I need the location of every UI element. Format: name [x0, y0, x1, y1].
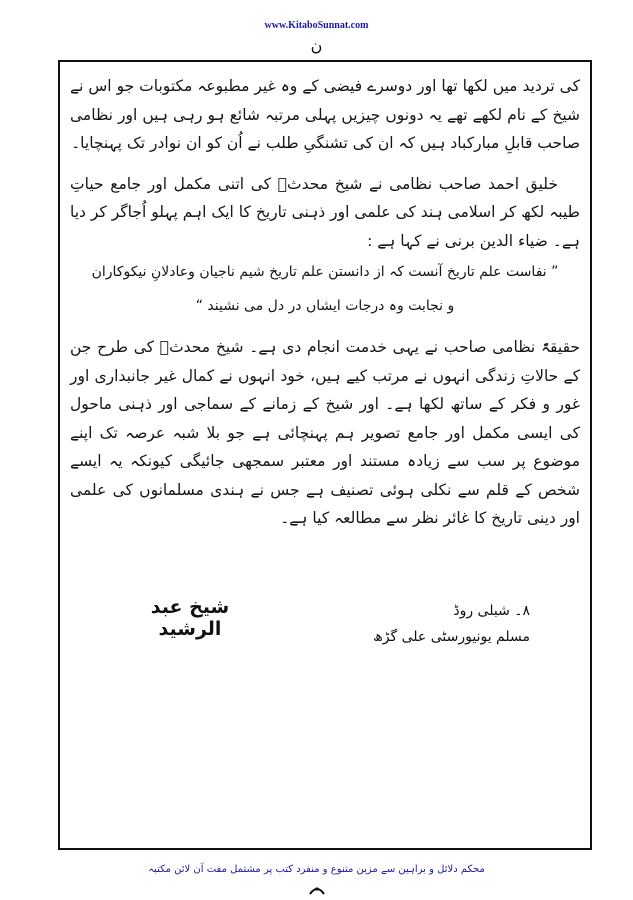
site-url[interactable]: www.KitaboSunnat.com	[264, 20, 369, 31]
paragraph-1: کی تردید میں لکھا تھا اور دوسرے فیضی کے وہ غیر مطبوعہ مکتوبات جو اس نے شیخ کے نام لکھے تھے یہ دونوں چیزیں پہلی مرتبہ شائع ہو رہی ہیں اور نظامی صاحب قابلِ مبارکباد ہیں کہ ان کی تشنگیِ طلب نے اُن کو ان نوادر تک پہنچایا۔	[70, 77, 580, 152]
paragraph-3: حقیقۃً نظامی صاحب نے یہی خدمت انجام دی ہے۔ شیخ محدثؒ کی طرح جن کے حالاتِ زندگی انہوں نے مرتب کیے ہیں، خود انہوں نے کمال غیر جانبداری اور غور و فکر کے ساتھ لکھا ہے۔ اور شیخ کے زمانے کے سماجی اور ذہنی ماحول کی ایسی مکمل اور جامع تصویر ہم پہنچائی ہے جو بلا شبہ عرصہ تک اپنے موضوع پر سب سے زیادہ مستند اور معتبر سمجھی جائیگی کیونکہ یہ ایسے شخص کے قلم سے نکلی ہوئی تصنیف ہے جس نے ہندی مسلمانوں کی علمی اور دینی تاریخ کا غائر نظر سے مطالعہ کیا ہے۔	[70, 338, 580, 527]
author-signature: شیخ عبد الرشید	[150, 596, 230, 640]
persian-quote-line-2: و نجابت وہ درجات ایشاں در دل می نشیند “	[195, 298, 455, 314]
persian-quote-line-1: ” نفاست علم تاریخ آنست کہ از دانستن علم تاریخ شیم ناجیان وعادلانِ نیکوکاران	[91, 264, 559, 280]
ornament-icon	[308, 884, 326, 896]
main-text	[70, 72, 580, 533]
address-line-university: مسلم یونیورسٹی علی گڑھ	[373, 629, 530, 645]
page-number: ن	[310, 36, 323, 55]
paragraph-2: خلیق احمد صاحب نظامی نے شیخ محدثؒ کی اتنی مکمل اور جامع حیاتِ طیبہ لکھ کر اسلامی ہند کی علمی اور ذہنی تاریخ کا ایک اہم پہلو اُجاگر کر دیا ہے۔ ضیاء الدین برنی نے کہا ہے :	[70, 174, 580, 250]
author-address	[330, 598, 530, 650]
address-line-street: ۸۔ شبلی روڈ	[453, 603, 530, 619]
footer-tagline: محکم دلائل و براہین سے مزین متنوع و منفرد کتب پر مشتمل مفت آن لائن مکتبہ	[148, 864, 485, 875]
